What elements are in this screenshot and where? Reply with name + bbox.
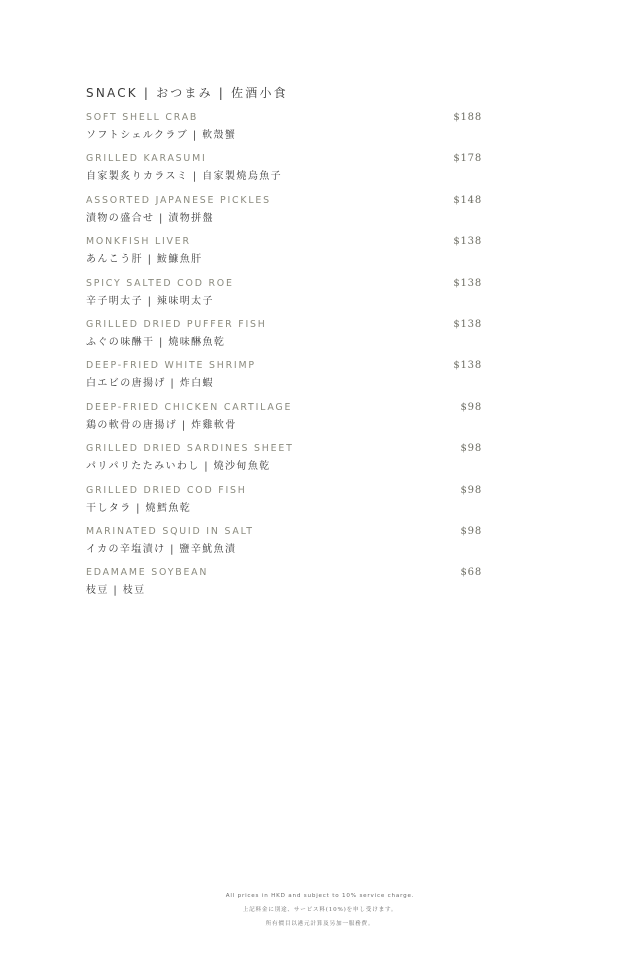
item-price: $148 <box>453 194 482 206</box>
item-price: $138 <box>453 277 482 289</box>
item-price: $178 <box>453 153 482 165</box>
item-name-en: SOFT SHELL CRAB <box>86 112 199 123</box>
menu-item <box>86 567 482 608</box>
item-price: $98 <box>460 401 482 413</box>
item-name-jp: 自家製炙りカラスミ | 自家製燒烏魚子 <box>86 171 283 183</box>
item-name-jp: ふぐの味醂干 | 燒味醂魚乾 <box>86 336 226 348</box>
item-name-jp: あんこう肝 | 鮟鱇魚肝 <box>86 254 203 266</box>
item-name-en: GRILLED DRIED PUFFER FISH <box>86 318 267 330</box>
menu-item <box>86 485 482 526</box>
item-name-en: EDAMAME SOYBEAN <box>86 567 209 579</box>
footer-note-zh: 所有價目以港元計算及另加一服務費。 <box>265 921 375 927</box>
item-name-en: ASSORTED JAPANESE PICKLES <box>86 194 271 206</box>
menu-item <box>86 443 482 484</box>
item-price: $98 <box>460 525 482 537</box>
item-name-jp: パリパリたたみいわし | 燒沙甸魚乾 <box>86 461 271 473</box>
item-name-jp: 漬物の盛合せ | 漬物拼盤 <box>86 212 214 224</box>
footer-note-jp: 上記料金に別途、サービス料(10%)を申し受けます。 <box>242 907 398 913</box>
item-price: $188 <box>453 112 482 123</box>
item-name-en: MARINATED SQUID IN SALT <box>86 525 254 537</box>
item-name-jp: 干しタラ | 燒鱈魚乾 <box>86 502 192 514</box>
item-name-jp: 辛子明太子 | 辣味明太子 <box>86 295 214 307</box>
item-name-en: GRILLED KARASUMI <box>86 153 207 165</box>
footer-note-en: All prices in HKD and subject to 10% service charge. <box>225 893 415 899</box>
section-title: SNACK | おつまみ | 佐酒小食 <box>86 86 288 100</box>
item-price: $138 <box>453 318 482 330</box>
menu-item <box>86 360 482 401</box>
item-name-en: GRILLED DRIED SARDINES SHEET <box>86 443 294 455</box>
item-price: $138 <box>453 360 482 372</box>
menu-item <box>86 402 482 443</box>
footer-notes <box>0 889 640 931</box>
menu-list <box>86 112 482 609</box>
item-name-jp: 白エビの唐揚げ | 炸白蝦 <box>86 378 214 390</box>
menu-item <box>86 153 482 194</box>
item-name-en: MONKFISH LIVER <box>86 236 191 248</box>
menu-item <box>86 319 482 360</box>
menu-item <box>86 526 482 567</box>
item-price: $98 <box>460 443 482 455</box>
item-price: $68 <box>460 567 482 579</box>
menu-item <box>86 278 482 319</box>
item-name-en: DEEP-FRIED CHICKEN CARTILAGE <box>86 401 293 413</box>
item-name-jp: 鶏の軟骨の唐揚げ | 炸雞軟骨 <box>86 419 237 431</box>
item-price: $138 <box>453 236 482 248</box>
item-name-en: GRILLED DRIED COD FISH <box>86 484 247 496</box>
menu-item <box>86 195 482 236</box>
item-price: $98 <box>460 484 482 496</box>
item-name-jp: イカの辛塩漬け | 鹽辛魷魚漬 <box>86 543 237 555</box>
item-name-en: DEEP-FRIED WHITE SHRIMP <box>86 360 256 372</box>
item-name-jp: 枝豆 | 枝豆 <box>86 585 146 597</box>
item-name-jp: ソフトシェルクラブ | 軟殼蟹 <box>86 130 237 141</box>
menu-item <box>86 236 482 277</box>
item-name-en: SPICY SALTED COD ROE <box>86 277 234 289</box>
menu-item <box>86 112 482 153</box>
